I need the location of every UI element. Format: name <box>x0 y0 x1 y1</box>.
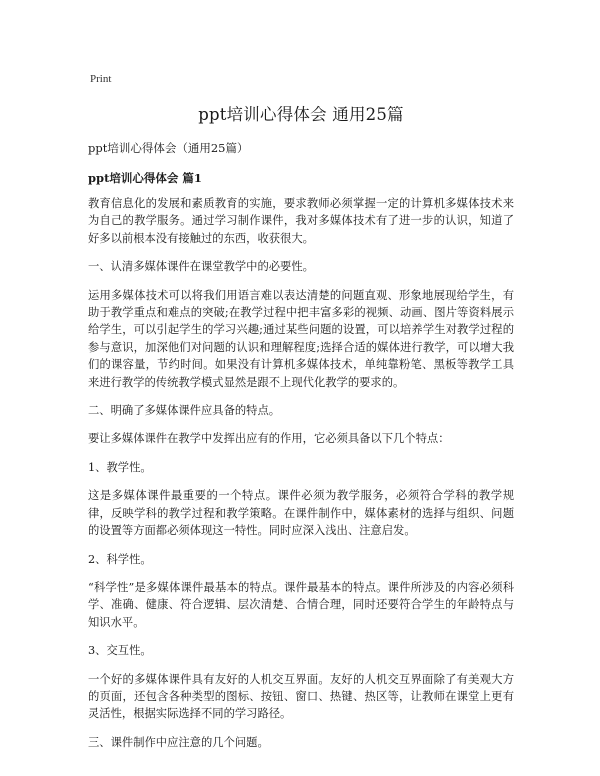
paragraph-heading-3: 三、课件制作中应注意的几个问题。 <box>88 735 269 749</box>
paragraph-necessity: 运用多媒体技术可以将我们用语言难以表达清楚的问题直观、形象地展现给学生，有助于教学重点和难点的突破;在教学过程中把丰富多彩的视频、动画、图片等资料展示给学生，可以引起学生的学习兴趣;通过某些问题的设置，可以培养学生对教学过程的参与意识，加深他们对问题的认识和理解程度;选择合适的媒体进行教学，可以增大我们的课容量，节约时间。如果没有计算机多媒体技术，单纯靠粉笔、黑板等教学工具来进行教学的传统教学模式显然是跟不上现代化教学的要求的。 <box>88 288 514 389</box>
paragraph-feature-3-body: 一个好的多媒体课件具有友好的人机交互界面。友好的人机交互界面除了有美观大方的页面，还包含各种类型的图标、按钮、窗口、热键、热区等，让教师在课堂上更有灵活性，根据实际选择不同的学习路径。 <box>88 672 514 721</box>
paragraph-heading-2: 二、明确了多媒体课件应具备的特点。 <box>88 404 281 418</box>
paragraph-feature-3-title: 3、交互性。 <box>88 644 152 658</box>
paragraph-heading-1: 一、认清多媒体课件在课堂教学中的必要性。 <box>88 260 314 274</box>
paragraph-feature-1-title: 1、教学性。 <box>88 460 152 474</box>
paragraph-features-intro: 要让多媒体课件在教学中发挥出应有的作用，它必须具备以下几个特点： <box>88 432 450 446</box>
paragraph-intro: 教育信息化的发展和素质教育的实施，要求教师必须掌握一定的计算机多媒体技术来为自己的教学服务。通过学习制作课件，我对多媒体技术有了进一步的认识，知道了好多以前根本没有接触过的东西，收获很大。 <box>88 197 514 245</box>
document-title: ppt培训心得体会 通用25篇 <box>198 105 404 124</box>
document-subtitle: ppt培训心得体会（通用25篇） <box>88 141 249 155</box>
print-label: Print <box>90 73 112 85</box>
section-heading: ppt培训心得体会 篇1 <box>88 171 202 185</box>
paragraph-feature-1-body: 这是多媒体课件最重要的一个特点。课件必须为教学服务，必须符合学科的教学规律，反映学科的教学过程和教学策略。在课件制作中，媒体素材的选择与组织、问题的设置等方面都必须体现这一特性。同时应深入浅出、注意启发。 <box>88 489 514 538</box>
paragraph-feature-2-body: “科学性”是多媒体课件最基本的特点。课件最基本的特点。课件所涉及的内容必须科学、准确、健康、符合逻辑、层次清楚、合情合理，同时还要符合学生的年龄特点与知识水平。 <box>88 580 514 629</box>
paragraph-feature-2-title: 2、科学性。 <box>88 552 152 566</box>
